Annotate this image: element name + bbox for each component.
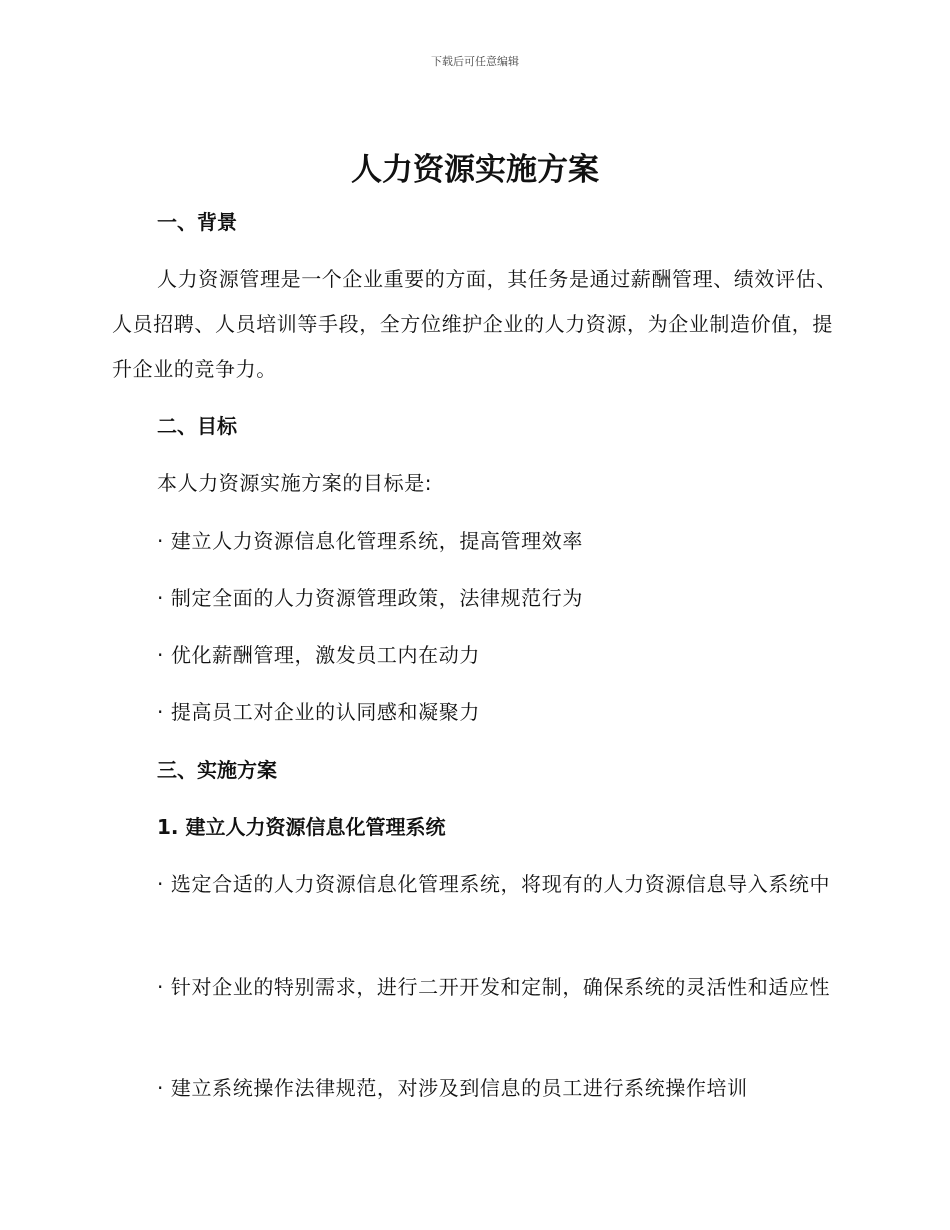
goal-item: · 提高员工对企业的认同感和凝聚力 [157, 700, 480, 724]
goal-item: · 建立人力资源信息化管理系统，提高管理效率 [157, 529, 583, 553]
goal-item: · 优化薪酬管理，激发员工内在动力 [157, 643, 480, 667]
plan-subheading: 1. 建立人力资源信息化管理系统 [157, 815, 446, 839]
section-heading-plan: 三、实施方案 [157, 758, 277, 782]
background-paragraph: 人力资源管理是一个企业重要的方面，其任务是通过薪酬管理、绩效评估、人员招聘、人员培训等手段，全方位维护企业的人力资源，为企业制造价值，提升企业的竞争力。 [112, 267, 837, 381]
plan-item: · 建立系统操作法律规范，对涉及到信息的员工进行系统操作培训 [157, 1076, 748, 1100]
running-header: 下载后可任意编辑 [431, 55, 519, 68]
plan-item: · 选定合适的人力资源信息化管理系统，将现有的人力资源信息导入系统中 [157, 872, 831, 896]
plan-item: · 针对企业的特别需求，进行二开开发和定制，确保系统的灵活性和适应性 [157, 975, 831, 999]
section-heading-background: 一、背景 [157, 210, 237, 234]
goals-intro: 本人力资源实施方案的目标是: [157, 471, 433, 495]
document-title: 人力资源实施方案 [351, 152, 599, 188]
goal-item: · 制定全面的人力资源管理政策，法律规范行为 [157, 586, 583, 610]
section-heading-goals: 二、目标 [157, 414, 237, 438]
